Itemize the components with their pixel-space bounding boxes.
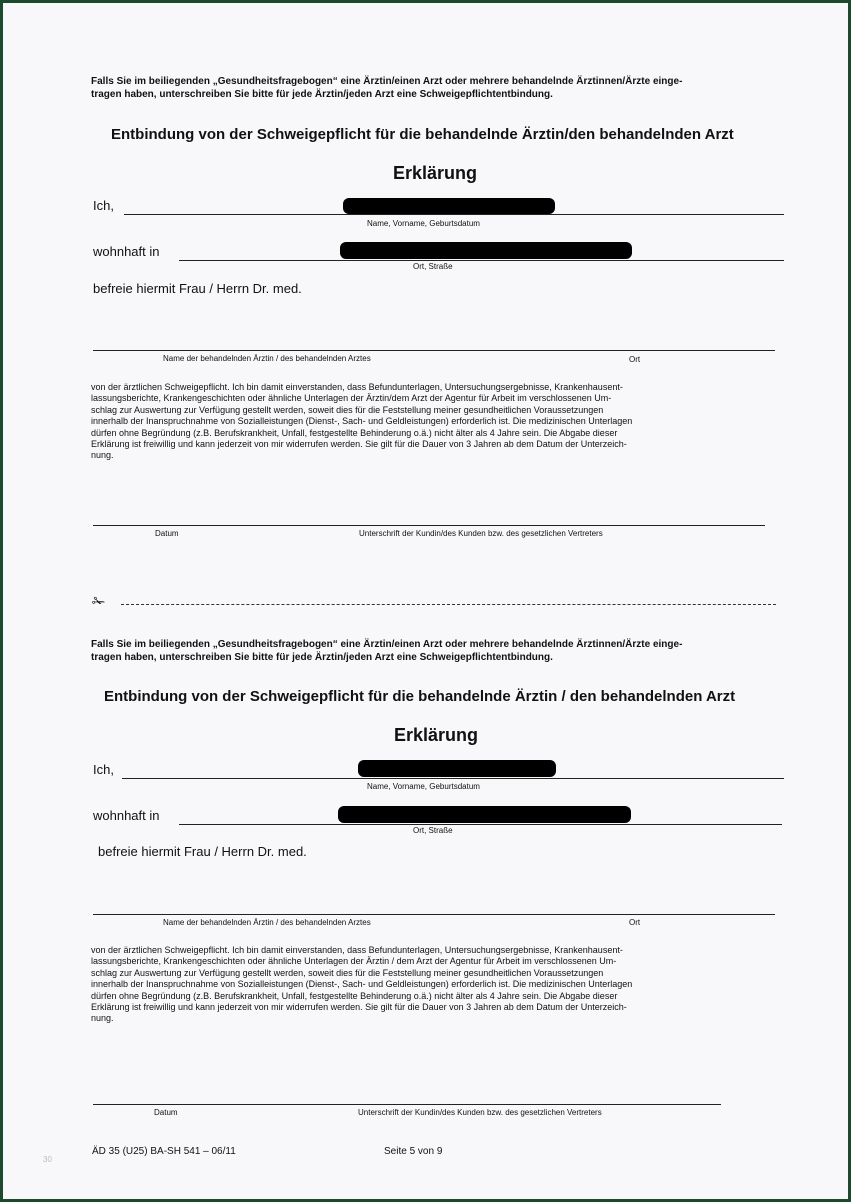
- scissors-icon: ✁: [92, 594, 106, 611]
- form1-title: Erklärung: [393, 163, 478, 183]
- form2-address-caption: Ort, Straße: [413, 826, 453, 835]
- form1-ort-caption: Ort: [629, 355, 641, 364]
- form1-datum-caption: Datum: [155, 529, 179, 538]
- form1-name-field[interactable]: [124, 214, 784, 215]
- form1-name-caption: Name, Vorname, Geburtsdatum: [367, 219, 480, 228]
- form2-ich-label: Ich,: [93, 762, 114, 777]
- footer-form-id: ÄD 35 (U25) BA-SH 541 – 06/11: [92, 1146, 236, 1157]
- form1-consent-text: [91, 382, 785, 462]
- form1-signature-field[interactable]: [93, 525, 765, 526]
- form2-address-field[interactable]: [179, 824, 782, 825]
- form1-ich-label: Ich,: [93, 198, 114, 213]
- form2-befreie-label: befreie hiermit Frau / Herrn Dr. med.: [98, 844, 307, 859]
- form2-name-field[interactable]: [122, 778, 784, 779]
- form2-consent-line: schlag zur Auswertung zur Verfügung gestellt werden, soweit dies für die Feststellung meiner gesundheitlichen Voraussetzungen: [91, 967, 604, 978]
- form1-heading: Entbindung von der Schweigepflicht für die behandelnde Ärztin/den behandelnden Arzt: [111, 126, 734, 143]
- form1-consent-line: schlag zur Auswertung zur Verfügung gestellt werden, soweit dies für die Feststellung meiner gesundheitlichen Voraussetzungen: [91, 404, 604, 415]
- footer-page-number: Seite 5 von 9: [384, 1146, 443, 1157]
- form1-note-line2: tragen haben, unterschreiben Sie bitte für jede Ärztin/jeden Arzt eine Schweigepflichtentbindung.: [91, 89, 553, 100]
- form2-name-redaction: [358, 760, 556, 777]
- form1-wohnhaft-label: wohnhaft in: [93, 244, 160, 259]
- form1-consent-line: Erklärung ist freiwillig und kann jederzeit von mir widerrufen werden. Sie gilt für die Dauer von 3 Jahren ab dem Datum der Unterzeich-: [91, 439, 627, 450]
- form1-name-redaction: [343, 198, 555, 214]
- form1-consent-line: nung.: [91, 450, 114, 461]
- form2-consent-text: [91, 945, 785, 1025]
- form2-signature-caption: Unterschrift der Kundin/des Kunden bzw. des gesetzlichen Vertreters: [358, 1108, 602, 1117]
- form2-consent-line: von der ärztlichen Schweigepflicht. Ich bin damit einverstanden, dass Befundunterlagen, Untersuchungsergebnisse, Krankenhausent-: [91, 945, 623, 955]
- form2-note-line2: tragen haben, unterschreiben Sie bitte für jede Ärztin/jeden Arzt eine Schweigepflichtentbindung.: [91, 652, 553, 663]
- form1-address-redaction: [340, 242, 632, 259]
- form1-consent-line: von der ärztlichen Schweigepflicht. Ich bin damit einverstanden, dass Befundunterlagen, Untersuchungsergebnisse, Krankenhausent-: [91, 382, 623, 392]
- form2-consent-line: lassungsberichte, Krankengeschichten oder ähnliche Unterlagen der Ärztin / dem Arzt der Agentur für Arbeit im verschlossenen Um-: [91, 956, 617, 967]
- form2-arzt-caption: Name der behandelnden Ärztin / des behandelnden Arztes: [163, 918, 371, 927]
- form2-address-redaction: [338, 806, 631, 823]
- form1-consent-line: dürfen ohne Begründung (z.B. Berufskrankheit, Unfall, festgestellte Behinderung o.ä.) nicht älter als 4 Jahre sein. Die Abgabe dieser: [91, 427, 618, 438]
- form2-signature-field[interactable]: [93, 1104, 721, 1105]
- form1-arzt-caption: Name der behandelnden Ärztin / des behandelnden Arztes: [163, 354, 371, 363]
- form1-arzt-field[interactable]: [93, 350, 775, 351]
- form1-address-field[interactable]: [179, 260, 784, 261]
- form2-arzt-field[interactable]: [93, 914, 775, 915]
- form2-consent-line: nung.: [91, 1013, 114, 1024]
- form1-signature-caption: Unterschrift der Kundin/des Kunden bzw. des gesetzlichen Vertreters: [359, 529, 603, 538]
- form2-consent-line: innerhalb der Inanspruchnahme von Sozialleistungen (Dienst-, Sach- und Geldleistungen) erforderlich ist. Die medizinischen Unterlagen: [91, 979, 633, 990]
- form2-wohnhaft-label: wohnhaft in: [93, 808, 160, 823]
- form2-consent-line: dürfen ohne Begründung (z.B. Berufskrankheit, Unfall, festgestellte Behinderung o.ä.) nicht älter als 4 Jahre sein. Die Abgabe dieser: [91, 990, 618, 1001]
- form1-consent-line: lassungsberichte, Krankengeschichten oder ähnliche Unterlagen der Ärztin/dem Arzt der Agentur für Arbeit im verschlossenen Um-: [91, 393, 612, 404]
- form2-datum-caption: Datum: [154, 1108, 178, 1117]
- form2-name-caption: Name, Vorname, Geburtsdatum: [367, 782, 480, 791]
- margin-number: 30: [43, 1155, 52, 1164]
- form2-note: [91, 638, 791, 664]
- form1-note: [91, 75, 791, 101]
- form1-address-caption: Ort, Straße: [413, 262, 453, 271]
- form1-befreie-label: befreie hiermit Frau / Herrn Dr. med.: [93, 281, 302, 296]
- form2-ort-caption: Ort: [629, 918, 641, 927]
- cut-line: [121, 604, 776, 605]
- form2-note-line1: Falls Sie im beiliegenden „Gesundheitsfragebogen“ eine Ärztin/einen Arzt oder mehrere behandelnde Ärztinnen/Ärzte einge-: [91, 639, 683, 650]
- form1-consent-line: innerhalb der Inanspruchnahme von Sozialleistungen (Dienst-, Sach- und Geldleistungen) erforderlich ist. Die medizinischen Unterlagen: [91, 416, 633, 427]
- form2-consent-line: Erklärung ist freiwillig und kann jederzeit von mir widerrufen werden. Sie gilt für die Dauer von 3 Jahren ab dem Datum der Unterzeich-: [91, 1002, 627, 1013]
- form2-title: Erklärung: [394, 725, 479, 745]
- form1-note-line1: Falls Sie im beiliegenden „Gesundheitsfragebogen“ eine Ärztin/einen Arzt oder mehrere behandelnde Ärztinnen/Ärzte einge-: [91, 76, 683, 87]
- form2-heading: Entbindung von der Schweigepflicht für die behandelnde Ärztin / den behandelnden Arzt: [104, 688, 736, 705]
